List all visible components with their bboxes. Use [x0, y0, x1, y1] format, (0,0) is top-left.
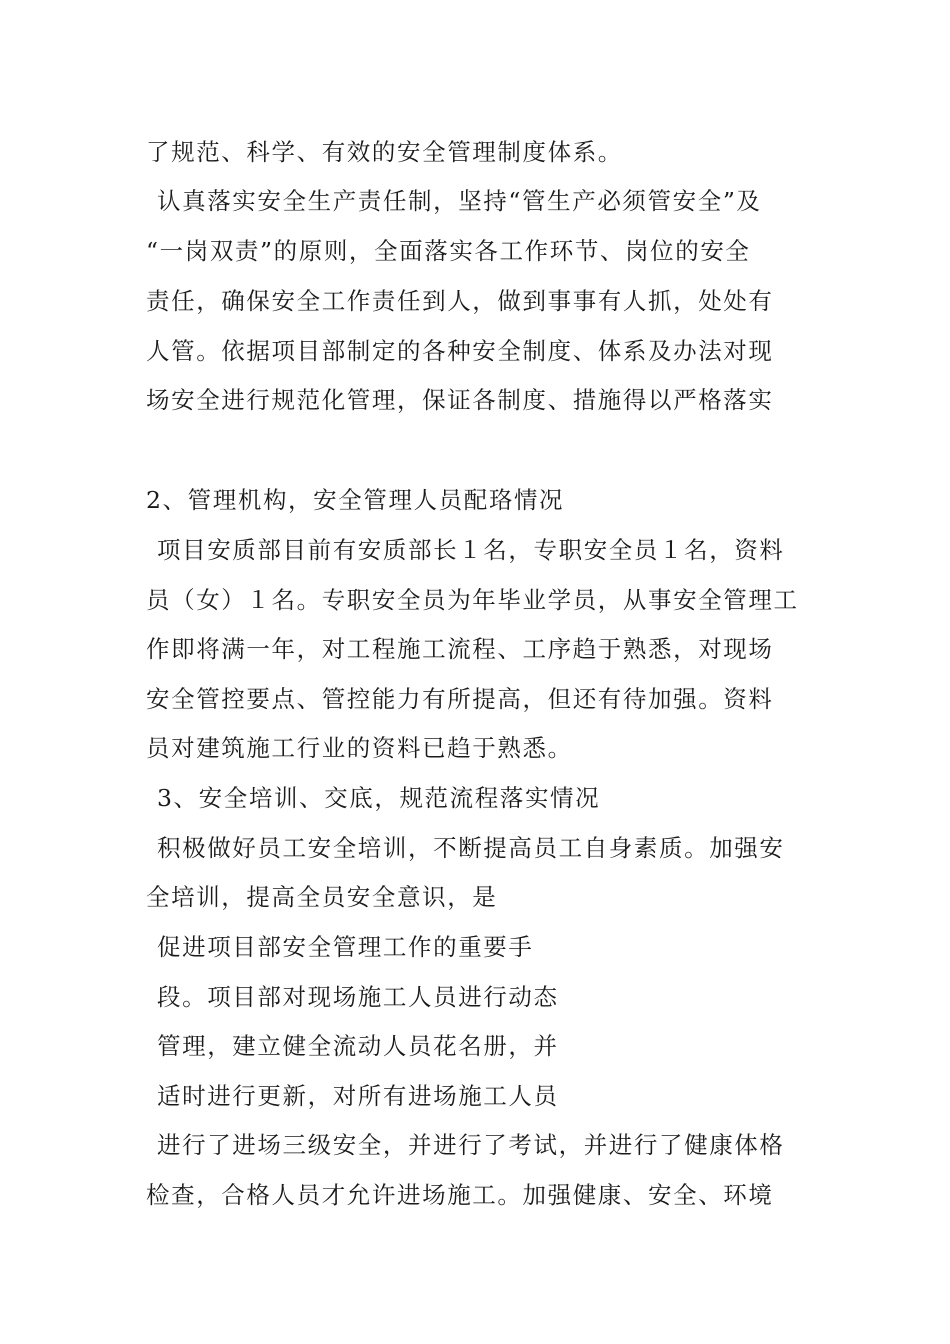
paragraph-line: 场安全进行规范化管理，保证各制度、措施得以严格落实: [146, 386, 774, 414]
paragraph-line: 作即将满一年，对工程施工流程、工序趋于熟悉，对现场: [146, 635, 774, 663]
paragraph-line: 管理，建立健全流动人员花名册，并: [157, 1032, 559, 1060]
paragraph-line: “一岗双责”的原则，全面落实各工作环节、岗位的安全: [146, 237, 751, 265]
paragraph-line: 员对建筑施工行业的资料已趋于熟悉。: [146, 734, 573, 762]
paragraph-line: 员（女）１名。专职安全员为年毕业学员，从事安全管理工: [146, 586, 799, 614]
paragraph-line: 全培训，提高全员安全意识，是: [146, 883, 498, 911]
paragraph-line: 责任，确保安全工作责任到人，做到事事有人抓，处处有: [146, 287, 774, 315]
paragraph-line: 人管。依据项目部制定的各种安全制度、体系及办法对现: [146, 337, 774, 365]
paragraph-line: 积极做好员工安全培训，不断提高员工自身素质。加强安: [157, 834, 785, 862]
paragraph-line: 检查，合格人员才允许进场施工。加强健康、安全、环境: [146, 1181, 774, 1209]
section-heading: 3、安全培训、交底，规范流程落实情况: [157, 784, 601, 812]
paragraph-line: 进行了进场三级安全，并进行了考试，并进行了健康体格: [157, 1131, 785, 1159]
paragraph-line: 项目安质部目前有安质部长１名，专职安全员１名，资料: [157, 536, 785, 564]
paragraph-line: 了规范、科学、有效的安全管理制度体系。: [146, 138, 623, 166]
paragraph-line: 适时进行更新，对所有进场施工人员: [157, 1082, 559, 1110]
paragraph-line: 段。项目部对现场施工人员进行动态: [157, 983, 559, 1011]
section-heading: 2、管理机构，安全管理人员配珞情况: [146, 486, 565, 514]
paragraph-line: 安全管控要点、管控能力有所提高，但还有待加强。资料: [146, 685, 774, 713]
paragraph-line: 促进项目部安全管理工作的重要手: [157, 933, 534, 961]
paragraph-line: 认真落实安全生产责任制，坚持“管生产必须管安全”及: [157, 187, 762, 215]
